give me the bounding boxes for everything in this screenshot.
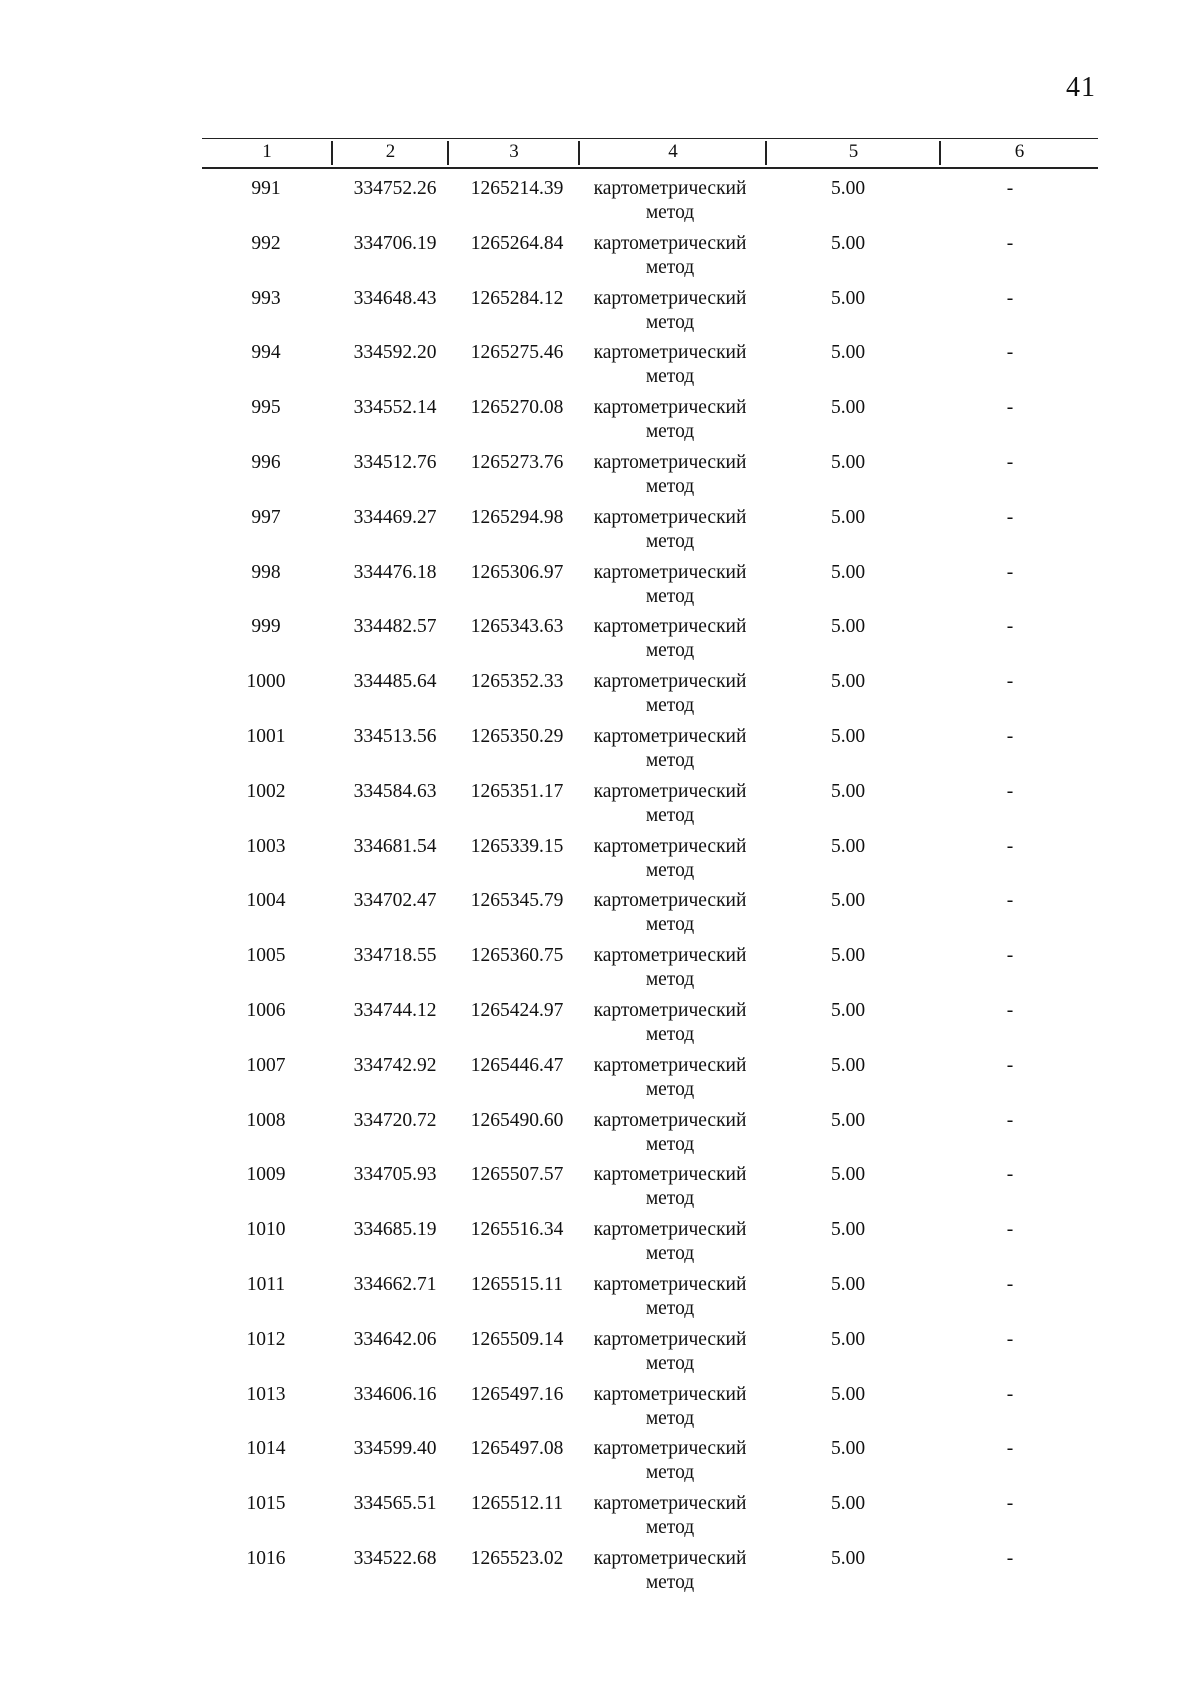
point-number: 995 — [251, 397, 281, 419]
method-line-1: картометрический — [593, 1109, 747, 1131]
method-line-2: метод — [645, 1517, 695, 1539]
coordinate-x: 334584.63 — [353, 780, 437, 802]
method-line-2: метод — [645, 1407, 695, 1429]
note-value: - — [1006, 999, 1014, 1021]
point-number: 1006 — [246, 999, 286, 1021]
coordinate-y: 1265424.97 — [470, 999, 564, 1021]
method-line-2: метод — [645, 1352, 695, 1374]
table-row — [0, 232, 1200, 287]
method-line-2: метод — [645, 1133, 695, 1155]
method-line-2: метод — [645, 1023, 695, 1045]
method-cell — [575, 232, 765, 280]
method-line-2: метод — [645, 804, 695, 826]
note-value: - — [1006, 397, 1014, 419]
table-row — [0, 780, 1200, 835]
method-line-1: картометрический — [593, 616, 747, 638]
coordinate-y: 1265284.12 — [470, 287, 564, 309]
method-cell — [575, 1163, 765, 1211]
method-line-1: картометрический — [593, 1164, 747, 1186]
point-number: 1000 — [246, 671, 286, 693]
point-number: 1005 — [246, 945, 286, 967]
coordinate-y: 1265507.57 — [470, 1164, 564, 1186]
method-line-1: картометрический — [593, 397, 747, 419]
coordinate-y: 1265273.76 — [470, 451, 564, 473]
method-line-1: картометрический — [593, 506, 747, 528]
method-line-1: картометрический — [593, 945, 747, 967]
method-line-1: картометрический — [593, 1383, 747, 1405]
method-line-2: метод — [645, 640, 695, 662]
coordinate-x: 334706.19 — [353, 232, 437, 254]
table-row — [0, 1163, 1200, 1218]
coordinate-y: 1265275.46 — [470, 342, 564, 364]
method-cell — [575, 835, 765, 883]
method-line-2: метод — [645, 530, 695, 552]
accuracy-value: 5.00 — [830, 1109, 866, 1131]
note-value: - — [1006, 561, 1014, 583]
note-value: - — [1006, 1054, 1014, 1076]
coordinate-x: 334648.43 — [353, 287, 437, 309]
method-line-1: картометрический — [593, 287, 747, 309]
point-number: 1011 — [246, 1273, 286, 1295]
table-row — [0, 725, 1200, 780]
method-line-1: картометрический — [593, 178, 747, 199]
point-number: 993 — [251, 287, 281, 309]
coordinate-x: 334742.92 — [353, 1054, 437, 1076]
method-cell — [575, 1383, 765, 1431]
coordinate-x: 334685.19 — [353, 1219, 437, 1241]
method-cell — [575, 506, 765, 554]
column-header-5: 5 — [848, 141, 859, 162]
coordinate-y: 1265512.11 — [471, 1493, 563, 1515]
note-value: - — [1006, 1164, 1014, 1186]
coordinate-y: 1265352.33 — [470, 671, 564, 693]
point-number: 998 — [251, 561, 281, 583]
method-line-1: картометрический — [593, 725, 747, 747]
accuracy-value: 5.00 — [830, 287, 866, 309]
coordinate-y: 1265497.16 — [470, 1383, 564, 1405]
accuracy-value: 5.00 — [830, 671, 866, 693]
point-number: 1014 — [246, 1438, 286, 1460]
method-cell — [575, 999, 765, 1047]
method-cell — [575, 944, 765, 992]
method-cell — [575, 725, 765, 773]
accuracy-value: 5.00 — [830, 342, 866, 364]
note-value: - — [1006, 232, 1014, 254]
note-value: - — [1006, 835, 1014, 857]
method-line-2: метод — [645, 1462, 695, 1484]
table-row — [0, 451, 1200, 506]
table-row — [0, 1109, 1200, 1164]
coordinate-x: 334599.40 — [353, 1438, 437, 1460]
column-header-1: 1 — [262, 141, 272, 162]
table-row — [0, 287, 1200, 342]
note-value: - — [1006, 287, 1014, 309]
coordinate-y: 1265515.11 — [471, 1273, 563, 1295]
coordinate-x: 334662.71 — [353, 1273, 437, 1295]
coordinate-y: 1265343.63 — [470, 616, 564, 638]
method-line-2: метод — [645, 695, 695, 717]
method-line-1: картометрический — [593, 1054, 747, 1076]
method-cell — [575, 1328, 765, 1376]
method-cell — [575, 1109, 765, 1157]
method-cell — [575, 177, 765, 225]
method-line-1: картометрический — [593, 1219, 747, 1241]
method-cell — [575, 1273, 765, 1321]
method-line-2: метод — [645, 366, 695, 388]
note-value: - — [1006, 945, 1014, 967]
note-value: - — [1006, 506, 1014, 528]
point-number: 992 — [251, 232, 281, 254]
point-number: 1016 — [246, 1547, 286, 1569]
accuracy-value: 5.00 — [830, 1219, 866, 1241]
coordinate-x: 334522.68 — [353, 1547, 437, 1569]
coordinate-y: 1265339.15 — [470, 835, 564, 857]
coordinate-y: 1265497.08 — [470, 1438, 564, 1460]
method-line-1: картометрический — [593, 999, 747, 1021]
method-line-2: метод — [645, 421, 695, 443]
column-header-6: 6 — [1014, 141, 1025, 162]
method-line-1: картометрический — [593, 1273, 747, 1295]
coordinate-x: 334720.72 — [353, 1109, 437, 1131]
point-number: 1007 — [246, 1054, 286, 1076]
accuracy-value: 5.00 — [830, 1054, 866, 1076]
method-line-2: метод — [645, 1571, 695, 1593]
table-row — [0, 1054, 1200, 1109]
coordinate-x: 334702.47 — [353, 890, 437, 912]
point-number: 1001 — [246, 725, 286, 747]
coordinate-x: 334752.26 — [353, 178, 437, 199]
table-row — [0, 1218, 1200, 1273]
method-cell — [575, 287, 765, 335]
method-line-1: картометрический — [593, 232, 747, 254]
accuracy-value: 5.00 — [830, 835, 866, 857]
method-cell — [575, 1218, 765, 1266]
method-line-2: метод — [645, 202, 695, 223]
coordinate-x: 334482.57 — [353, 616, 437, 638]
method-line-1: картометрический — [593, 1547, 747, 1569]
note-value: - — [1006, 1383, 1014, 1405]
table-row — [0, 1328, 1200, 1383]
coordinate-y: 1265214.39 — [470, 178, 564, 199]
note-value: - — [1006, 890, 1014, 912]
coordinate-y: 1265509.14 — [470, 1328, 564, 1350]
method-cell — [575, 889, 765, 937]
method-cell — [575, 615, 765, 663]
method-line-1: картометрический — [593, 1328, 747, 1350]
accuracy-value: 5.00 — [830, 1328, 866, 1350]
coordinate-x: 334705.93 — [353, 1164, 437, 1186]
point-number: 1013 — [246, 1383, 286, 1405]
coordinate-x: 334552.14 — [353, 397, 437, 419]
method-line-1: картометрический — [593, 1493, 747, 1515]
method-line-2: метод — [645, 311, 695, 333]
point-number: 1003 — [246, 835, 286, 857]
note-value: - — [1006, 1109, 1014, 1131]
table-row — [0, 341, 1200, 396]
table-row — [0, 1547, 1200, 1602]
table-row — [0, 615, 1200, 670]
method-cell — [575, 451, 765, 499]
table-row — [0, 1492, 1200, 1547]
method-line-2: метод — [645, 1243, 695, 1265]
coordinate-y: 1265523.02 — [470, 1547, 564, 1569]
coordinate-x: 334681.54 — [353, 835, 437, 857]
accuracy-value: 5.00 — [830, 616, 866, 638]
table-body — [0, 177, 1200, 1602]
accuracy-value: 5.00 — [830, 780, 866, 802]
method-line-2: метод — [645, 256, 695, 278]
accuracy-value: 5.00 — [830, 397, 866, 419]
accuracy-value: 5.00 — [830, 1164, 866, 1186]
note-value: - — [1006, 1547, 1014, 1569]
note-value: - — [1006, 671, 1014, 693]
point-number: 1002 — [246, 780, 286, 802]
point-number: 999 — [251, 616, 281, 638]
accuracy-value: 5.00 — [830, 178, 866, 199]
note-value: - — [1006, 342, 1014, 364]
table-row — [0, 561, 1200, 616]
method-line-1: картометрический — [593, 1438, 747, 1460]
coordinate-x: 334469.27 — [353, 506, 437, 528]
method-cell — [575, 561, 765, 609]
coordinate-y: 1265345.79 — [470, 890, 564, 912]
method-cell — [575, 1054, 765, 1102]
table-row — [0, 396, 1200, 451]
coordinate-x: 334592.20 — [353, 342, 437, 364]
accuracy-value: 5.00 — [830, 725, 866, 747]
point-number: 1015 — [246, 1493, 286, 1515]
note-value: - — [1006, 616, 1014, 638]
table-row — [0, 1273, 1200, 1328]
column-header-2: 2 — [385, 141, 396, 162]
coordinate-x: 334718.55 — [353, 945, 437, 967]
coordinate-x: 334485.64 — [353, 671, 437, 693]
coordinate-y: 1265264.84 — [470, 232, 564, 254]
point-number: 1004 — [246, 890, 286, 912]
method-line-2: метод — [645, 969, 695, 991]
coordinate-x: 334642.06 — [353, 1328, 437, 1350]
coordinate-x: 334744.12 — [353, 999, 437, 1021]
table-row — [0, 177, 1200, 232]
column-header-3: 3 — [509, 141, 519, 162]
point-number: 1010 — [246, 1219, 286, 1241]
coordinate-y: 1265294.98 — [470, 506, 564, 528]
method-line-1: картометрический — [593, 561, 747, 583]
point-number: 996 — [251, 451, 281, 473]
coordinate-y: 1265490.60 — [470, 1109, 564, 1131]
column-header-4: 4 — [668, 141, 678, 162]
coordinate-y: 1265516.34 — [470, 1219, 564, 1241]
coordinate-x: 334476.18 — [353, 561, 437, 583]
table-row — [0, 944, 1200, 999]
coordinate-x: 334606.16 — [353, 1383, 437, 1405]
accuracy-value: 5.00 — [830, 561, 866, 583]
accuracy-value: 5.00 — [830, 1273, 866, 1295]
table-row — [0, 1383, 1200, 1438]
method-line-1: картометрический — [593, 451, 747, 473]
coordinate-x: 334565.51 — [353, 1493, 437, 1515]
coordinate-x: 334513.56 — [353, 725, 437, 747]
method-line-2: метод — [645, 475, 695, 497]
coordinate-y: 1265351.17 — [470, 780, 564, 802]
method-cell — [575, 396, 765, 444]
method-line-2: метод — [645, 585, 695, 607]
method-line-2: метод — [645, 1297, 695, 1319]
point-number: 997 — [251, 506, 281, 528]
method-cell — [575, 1492, 765, 1540]
point-number: 1008 — [246, 1109, 286, 1131]
accuracy-value: 5.00 — [830, 1493, 866, 1515]
method-cell — [575, 341, 765, 389]
method-cell — [575, 1547, 765, 1595]
accuracy-value: 5.00 — [830, 945, 866, 967]
table-row — [0, 506, 1200, 561]
accuracy-value: 5.00 — [830, 1547, 866, 1569]
coordinate-y: 1265360.75 — [470, 945, 564, 967]
method-line-1: картометрический — [593, 835, 747, 857]
point-number: 994 — [251, 342, 281, 364]
method-line-2: метод — [645, 859, 695, 881]
method-line-1: картометрический — [593, 342, 747, 364]
point-number: 991 — [251, 178, 281, 199]
table-header — [202, 138, 1098, 169]
table-row — [0, 670, 1200, 725]
note-value: - — [1006, 1328, 1014, 1350]
method-cell — [575, 780, 765, 828]
note-value: - — [1006, 725, 1014, 747]
table-row — [0, 999, 1200, 1054]
accuracy-value: 5.00 — [830, 890, 866, 912]
note-value: - — [1006, 1219, 1014, 1241]
accuracy-value: 5.00 — [830, 999, 866, 1021]
page-number: 41 — [1066, 72, 1096, 103]
point-number: 1009 — [246, 1164, 286, 1186]
table-row — [0, 1437, 1200, 1492]
note-value: - — [1006, 780, 1014, 802]
method-line-1: картометрический — [593, 890, 747, 912]
coordinate-y: 1265270.08 — [470, 397, 564, 419]
table-row — [0, 835, 1200, 890]
note-value: - — [1006, 1438, 1014, 1460]
note-value: - — [1006, 451, 1014, 473]
method-line-1: картометрический — [593, 671, 747, 693]
note-value: - — [1006, 1493, 1014, 1515]
method-line-2: метод — [645, 1188, 695, 1210]
point-number: 1012 — [246, 1328, 286, 1350]
method-line-2: метод — [645, 1078, 695, 1100]
coordinate-y: 1265306.97 — [470, 561, 564, 583]
accuracy-value: 5.00 — [830, 1383, 866, 1405]
method-cell — [575, 670, 765, 718]
coordinate-y: 1265350.29 — [470, 725, 564, 747]
method-line-1: картометрический — [593, 780, 747, 802]
accuracy-value: 5.00 — [830, 232, 866, 254]
method-line-2: метод — [645, 914, 695, 936]
note-value: - — [1006, 1273, 1014, 1295]
table-row — [0, 889, 1200, 944]
accuracy-value: 5.00 — [830, 1438, 866, 1460]
coordinate-y: 1265446.47 — [470, 1054, 564, 1076]
accuracy-value: 5.00 — [830, 506, 866, 528]
method-line-2: метод — [645, 749, 695, 771]
accuracy-value: 5.00 — [830, 451, 866, 473]
coordinate-x: 334512.76 — [353, 451, 437, 473]
method-cell — [575, 1437, 765, 1485]
note-value: - — [1006, 178, 1014, 199]
